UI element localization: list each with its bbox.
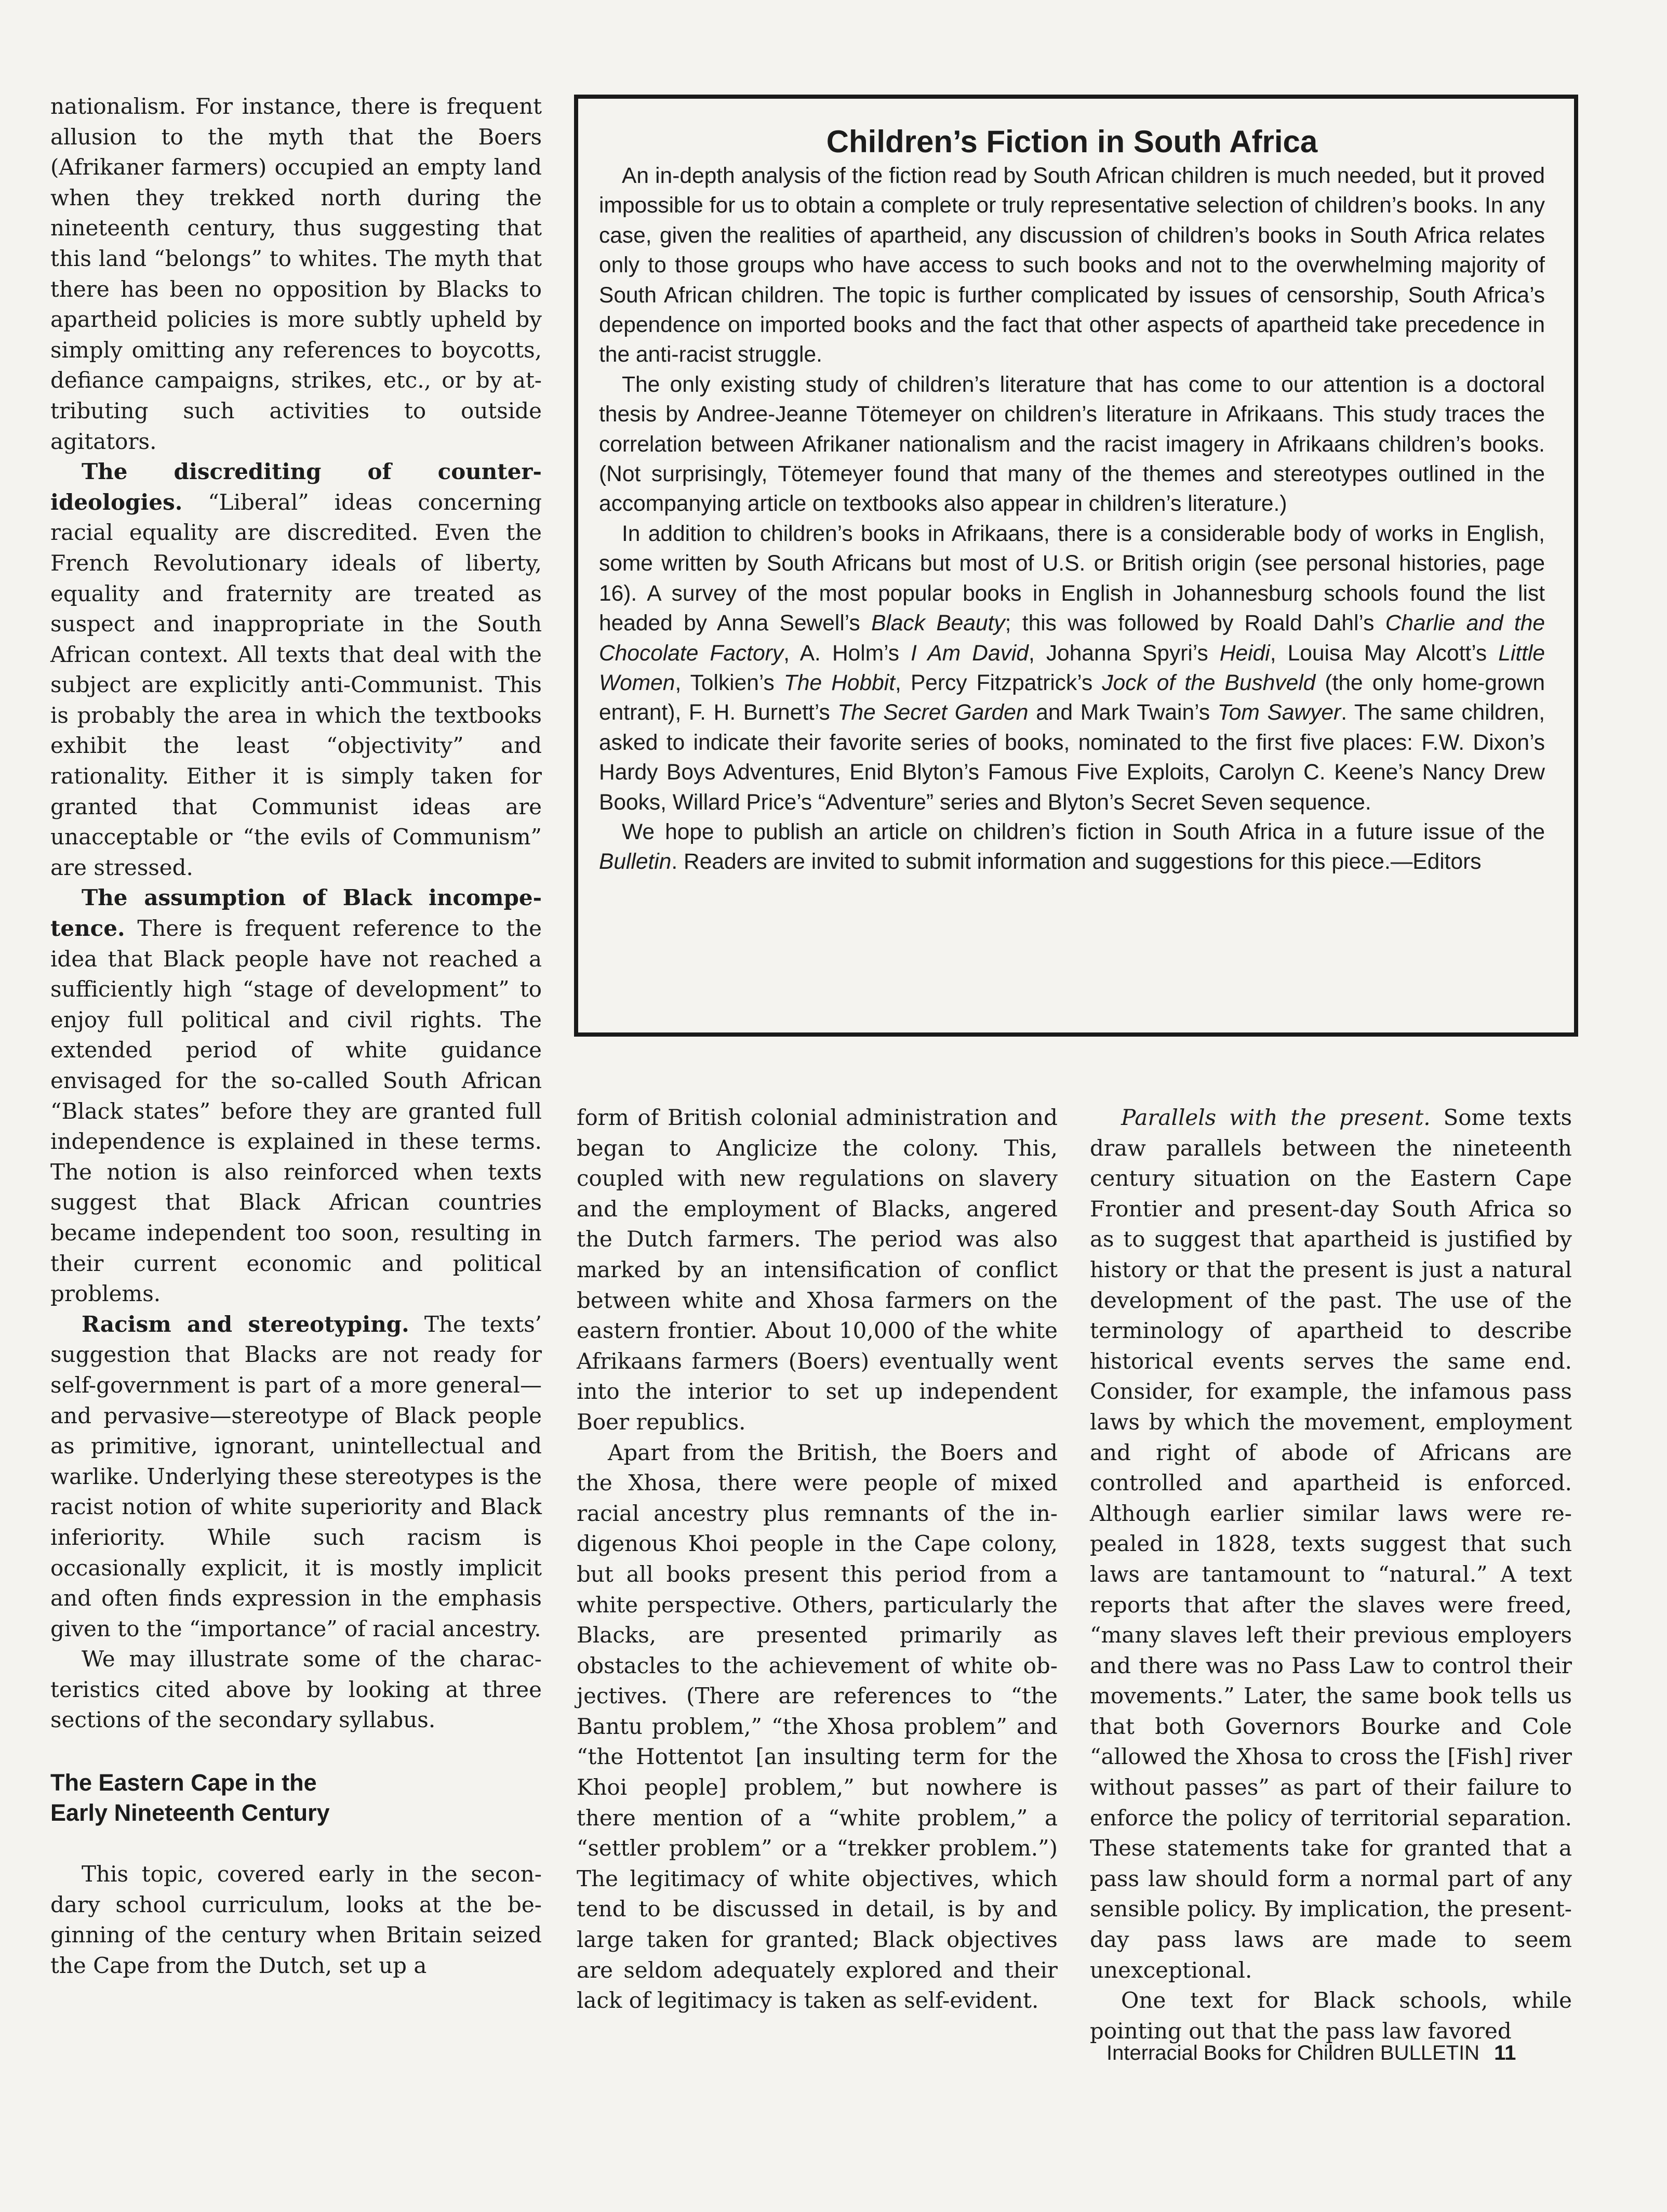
run-in-heading: Parallels with the present. — [1121, 1105, 1431, 1130]
book-title: Heidi — [1219, 641, 1270, 666]
text-run: . The same children, asked to indicate their favorite series of books, nominated to the first five places: F.W. Dixon’s Hardy Boys Adventures, Enid Blyton’s Famous Five Exploits, Carolyn C. Keene’s Nancy Drew Books, Willard Price’s “Adventure” series and Blyton’s Secret Seven sequence. — [599, 700, 1545, 815]
sidebar-paragraph: An in-depth analysis of the fiction read by South African children is much needed, but it proved impossible for us to obtain a complete or truly representative selection of children’s books. In any case, given the realities of apartheid, any discussion of children’s books in South Africa relates only to those groups who have access to such books and not to the overwhelming majority of South African children. The topic is further complicated by issues of censorship, South Africa’s dependence on imported books and the fact that other aspects of apartheid take precedence in the anti-racist struggle. — [599, 164, 1545, 367]
paragraph: We may illustrate some of the characteristics cited above by looking at three sections of the secondary syllabus. — [50, 1646, 542, 1733]
paragraph-text: “Liberal” ideas concerning racial equality are discredited. Even the French Revolutionary ideals of liberty, equality and fraternity are treated as suspect and inappropriate in the South African context. All texts that deal with the subject are explicitly anti-Communist. This is probably the area in which the textbooks exhibit the least “objectivity” and rationality. Either it is simply taken for granted that Communist ideas are unacceptable or “the evils of Communism” are stressed. — [50, 489, 542, 880]
page-number: 11 — [1494, 2042, 1516, 2064]
book-title: Jock of the Bushveld — [1102, 670, 1316, 695]
middle-column — [577, 1103, 1058, 2016]
sidebar-paragraph — [599, 519, 1545, 817]
section-heading-line: Early Nineteenth Century — [50, 1799, 330, 1826]
run-in-heading: Racism and stereotyping. — [82, 1311, 409, 1337]
text-run: , Johanna Spyri’s — [1028, 641, 1220, 666]
paragraph: nationalism. For instance, there is frequent allusion to the myth that the Boers (Afrikaner farmers) occupied an empty land when they trekked north during the nineteenth century, thus suggesting that this land “belongs” to whites. The myth that there has been no opposition by Blacks to apartheid policies is more subtly upheld by simply omitting any references to boycotts, defiance campaigns, strikes, etc., or by attributing such activities to outside agitators. — [50, 94, 542, 454]
text-run: and Mark Twain’s — [1028, 700, 1218, 725]
publication-name: Interracial Books for Children BULLETIN — [1106, 2042, 1480, 2064]
text-run: . Readers are invited to submit information and suggestions for this piece.—Editors — [671, 850, 1482, 875]
book-title: I Am David — [911, 641, 1029, 666]
sidebar-paragraph — [599, 817, 1545, 877]
section-heading-line: The Eastern Cape in the — [50, 1769, 317, 1796]
paragraph — [50, 1309, 542, 1645]
paragraph: This topic, covered early in the secondary school curriculum, looks at the beginning of the century when Britain seized the Cape from the Dutch, set up a — [50, 1861, 542, 1978]
text-run: , Louisa May Alcott’s — [1270, 641, 1499, 666]
book-title: The Hobbit — [783, 670, 896, 695]
paragraph: One text for Black schools, while pointing out that the pass law favored — [1090, 1988, 1572, 2044]
run-in-heading: The assumption of Black incompetence. — [50, 885, 542, 942]
paragraph: form of British colonial administration and began to Anglicize the colony. This, coupled with new regulations on slavery and the employment of Blacks, angered the Dutch farmers. The period was also marked by an intensification of conflict between white and Xhosa farmers on the eastern frontier. About 10,000 of the white Afrikaans farmers (Boers) eventually went into the interior to set up independent Boer republics. — [577, 1105, 1058, 1435]
sidebar-paragraph: The only existing study of children’s literature that has come to our attention is a doctoral thesis by Andree-Jeanne Tötemeyer on children’s literature in Afrikaans. This study traces the correlation between Afrikaner nationalism and the racist imagery in Afrikaans children’s books. (Not surprisingly, Tötemeyer found that many of the themes and stereotypes outlined in the accompanying article on textbooks also appear in children’s literature.) — [599, 372, 1545, 516]
text-run: In addition to children’s books in Afrikaans, there is a considerable body of works in English, some written by South Africans but most of U.S. or British origin (see personal histories, page 16). A survey of the most popular books in English in Johannesburg schools found the list headed by Anna Sewell’s — [599, 521, 1545, 636]
paragraph-text: The texts’ suggestion that Blacks are not ready for self-government is part of a more general—and pervasive—stereotype of Black people as primitive, ignorant, unintellectual and warlike. Underlying these stereotypes is the racist notion of white superiority and Black inferiority. While such racism is occasionally explicit, it is mostly implicit and often finds expression in the emphasis given to the “importance” of racial ancestry. — [50, 1311, 542, 1641]
publication-title: Bulletin — [599, 850, 672, 875]
book-title: Tom Sawyer — [1217, 700, 1341, 725]
book-title: Little Women — [599, 641, 1545, 695]
sidebar-title: Children’s Fiction in South Africa — [826, 124, 1318, 159]
text-run: ; this was followed by Roald Dahl’s — [1005, 611, 1385, 636]
paragraph — [50, 883, 542, 1309]
paragraph-text: Some texts draw parallels between the nineteenth century situation on the Eastern Cape Frontier and present-day South Africa so as to suggest that apartheid is justified by history or that the present is just a natural development of the past. The use of the terminology of apartheid to describe historical events serves the same end. Consider, for example, the infamous pass laws by which the movement, employment and right of abode of Africans are controlled and apartheid is enforced. Although earlier similar laws were repealed in 1828, texts suggest that such laws are tantamount to “natural.” A text reports that after the slaves were freed, “many slaves left their previous employers and there was no Pass Law to control their movements.” Later, the same book tells us that both Governors Bourke and Cole “allowed the Xhosa to cross the [Fish] river without passes” as part of their failure to enforce the policy of territorial separation. These statements take for granted that a pass law should form a normal part of any sensible policy. By implication, the present-day pass laws are made to seem unexceptional. — [1090, 1105, 1572, 1983]
book-title: The Secret Garden — [837, 700, 1029, 725]
text-run: We hope to publish an article on children’s fiction in South Africa in a future issue of the — [622, 819, 1545, 844]
text-run: , Tolkien’s — [675, 670, 784, 695]
right-column — [1090, 1103, 1572, 2046]
section-heading — [50, 1768, 542, 1828]
paragraph: Apart from the British, the Boers and the Xhosa, there were people of mixed racial ancestry plus remnants of the indigenous Khoi people in the Cape colony, but all books present this period from a white perspective. Others, particularly the Blacks, are presented primarily as obstacles to the achievement of white objectives. (There are references to “the Bantu problem,” “the Xhosa problem” and “the Hottentot [an insulting term for the Khoi people] problem,” but nowhere is there mention of a “white problem,” a “settler problem” or a “trekker problem.”) The legitimacy of white objectives, which tend to be discussed in detail, is by and large taken for granted; Black objectives are seldom adequately explored and their lack of legitimacy is taken as self-evident. — [577, 1439, 1058, 2014]
page-footer — [1106, 2040, 1516, 2066]
text-run: (the only home-grown entrant), F. H. Burnett’s — [599, 670, 1545, 725]
paragraph-text: There is frequent reference to the idea that Black people have not reached a sufficiently high “stage of development” to enjoy full political and civil rights. The extended period of white guidance envisaged for the so-called South African “Black states” before they are granted full independence is explained in these terms. The notion is also reinforced when texts suggest that Black African countries became independent too soon, resulting in their current economic and political problems. — [50, 916, 542, 1307]
text-run: , A. Holm’s — [783, 641, 911, 666]
left-column — [50, 91, 542, 1981]
run-in-heading: The discrediting of counter-ideologies. — [50, 459, 542, 515]
text-run: , Percy Fitzpatrick’s — [895, 670, 1102, 695]
paragraph — [1090, 1103, 1572, 1985]
paragraph — [50, 457, 542, 883]
book-title: Charlie and the Chocolate Factory — [599, 611, 1545, 666]
book-title: Black Beauty — [871, 611, 1005, 636]
sidebar-box — [575, 95, 1578, 1036]
